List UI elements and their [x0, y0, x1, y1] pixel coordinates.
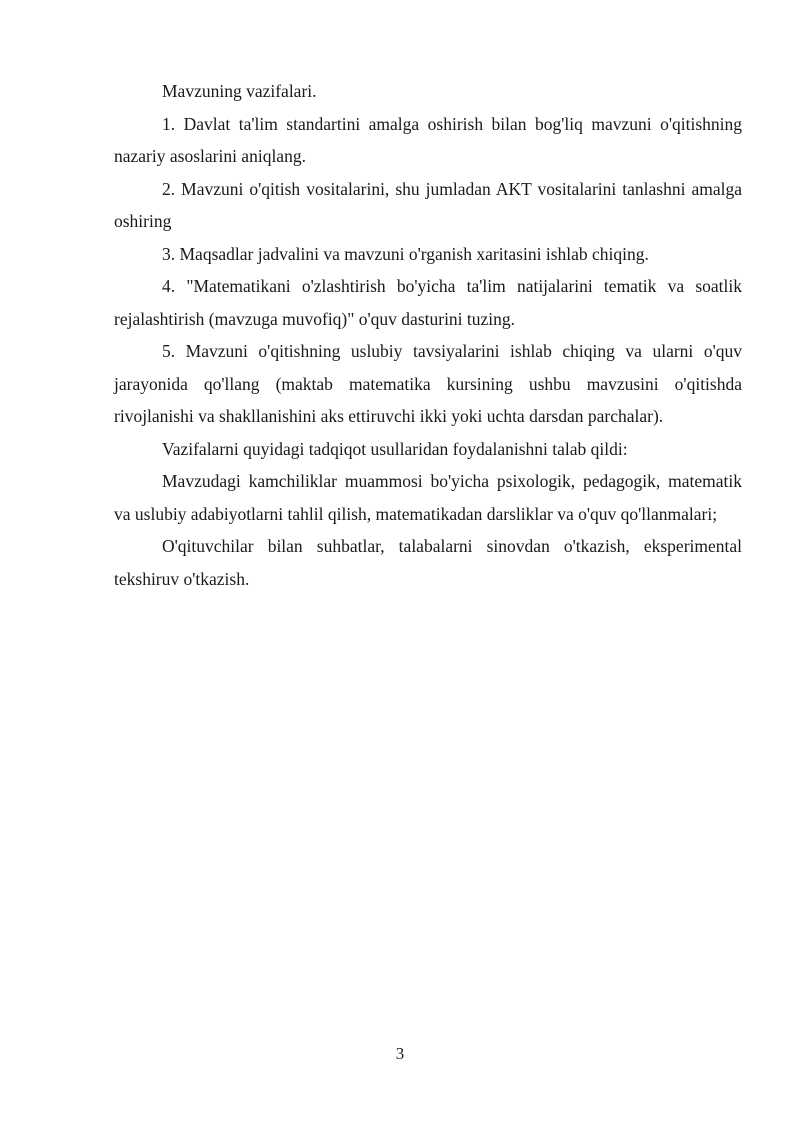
method-item-2: O'qituvchilar bilan suhbatlar, talabalarni sinovdan o'tkazish, eksperimental tekshiruv o'tkazish. — [114, 536, 742, 589]
task-item-2: 2. Mavzuni o'qitish vositalarini, shu jumladan AKT vositalarini tanlashni amalga oshiring — [114, 178, 742, 231]
document-body — [114, 75, 742, 595]
page-number: 3 — [395, 1044, 405, 1063]
method-item-1: Mavzudagi kamchiliklar muammosi bo'yicha psixologik, pedagogik, matematik va uslubiy adabiyotlarni tahlil qilish, matematikadan darsliklar va o'quv qo'llanmalari; — [114, 471, 742, 524]
task-item-5: 5. Mavzuni o'qitishning uslubiy tavsiyalarini ishlab chiqing va ularni o'quv jarayonida qo'llang (maktab matematika kursining ushbu mavzusini o'qitishda rivojlanishi va shakllanishini aks ettiruvchi ikki yoki uchta darsdan parchalar). — [114, 341, 742, 426]
methods-intro: Vazifalarni quyidagi tadqiqot usullaridan foydalanishni talab qildi: — [162, 438, 628, 459]
task-item-4: 4. "Matematikani o'zlashtirish bo'yicha ta'lim natijalarini tematik va soatlik rejalashtirish (mavzuga muvofiq)" o'quv dasturini tuzing. — [114, 276, 742, 329]
section-heading: Mavzuning vazifalari. — [162, 81, 317, 101]
task-item-1: 1. Davlat ta'lim standartini amalga oshirish bilan bog'liq mavzuni o'qitishning nazariy asoslarini aniqlang. — [114, 113, 742, 166]
task-item-3: 3. Maqsadlar jadvalini va mavzuni o'rganish xaritasini ishlab chiqing. — [162, 243, 649, 264]
